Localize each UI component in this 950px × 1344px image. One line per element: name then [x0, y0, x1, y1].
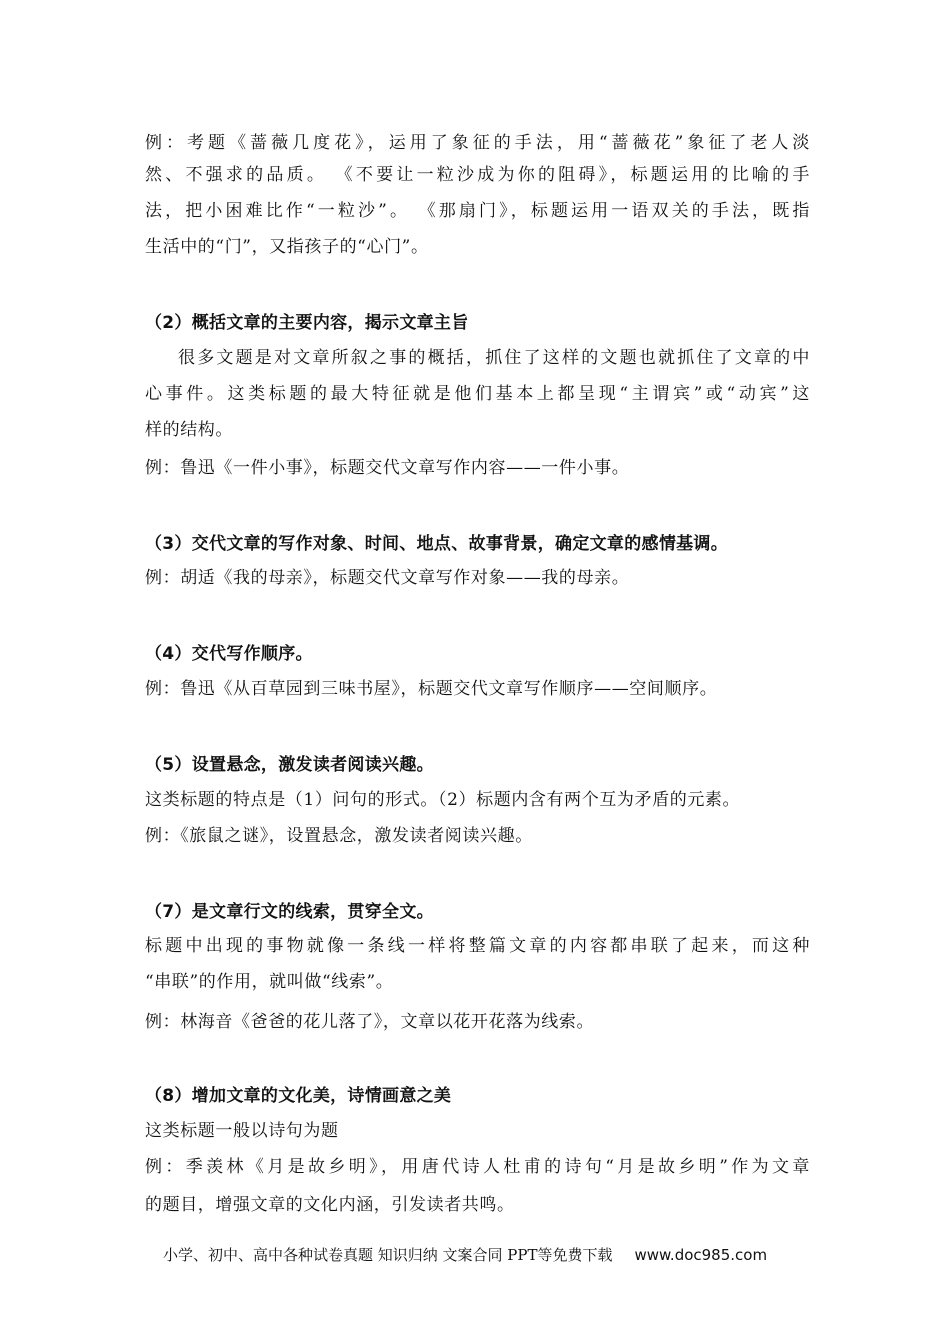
section-heading: （8）增加文章的文化美，诗情画意之美 — [145, 1086, 452, 1106]
section-heading: （2）概括文章的主要内容，揭示文章主旨 — [145, 313, 469, 333]
footer-url-link[interactable]: www.doc985.com — [634, 1246, 768, 1264]
paragraph-line: 这类标题的特点是（1）问句的形式。（2）标题内含有两个互为矛盾的元素。 — [145, 790, 741, 810]
footer-text: 小学、初中、高中各种试卷真题 知识归纳 文案合同 PPT等免费下载 — [163, 1246, 613, 1264]
paragraph-line: 标题中出现的事物就像一条线一样将整篇文章的内容都串联了起来，而这种 — [145, 936, 810, 956]
paragraph-line: 的题目，增强文章的文化内涵，引发读者共鸣。 — [145, 1195, 515, 1215]
paragraph-line: 然、不强求的品质。 《不要让一粒沙成为你的阻碍》，标题运用的比喻的手 — [145, 165, 810, 185]
paragraph-line: 这类标题一般以诗句为题 — [145, 1121, 339, 1141]
page-footer — [163, 1244, 803, 1266]
paragraph-line: 例：《旅鼠之谜》，设置悬念，激发读者阅读兴趣。 — [145, 826, 533, 846]
section-heading: （5）设置悬念，激发读者阅读兴趣。 — [145, 755, 434, 775]
paragraph-line: 心事件。这类标题的最大特征就是他们基本上都呈现“主谓宾”或“动宾”这 — [145, 384, 810, 404]
paragraph-line: 例：林海音《爸爸的花儿落了》，文章以花开花落为线索。 — [145, 1012, 595, 1032]
paragraph-line: 例：胡适《我的母亲》，标题交代文章写作对象——我的母亲。 — [145, 568, 630, 588]
paragraph-line: 例：季羡林《月是故乡明》，用唐代诗人杜甫的诗句“月是故乡明”作为文章 — [145, 1157, 810, 1177]
paragraph-line: 例：鲁迅《一件小事》，标题交代文章写作内容——一件小事。 — [145, 458, 630, 478]
paragraph-line: 法，把小困难比作“一粒沙”。 《那扇门》，标题运用一语双关的手法，既指 — [145, 201, 810, 221]
paragraph-line: 例：鲁迅《从百草园到三味书屋》，标题交代文章写作顺序——空间顺序。 — [145, 679, 718, 699]
section-heading: （4）交代写作顺序。 — [145, 644, 313, 664]
paragraph-line: 例：考题《蔷薇几度花》，运用了象征的手法，用“蔷薇花”象征了老人淡 — [145, 133, 810, 153]
paragraph-line: 很多文题是对文章所叙之事的概括，抓住了这样的文题也就抓住了文章的中 — [178, 348, 810, 368]
section-heading: （3）交代文章的写作对象、时间、地点、故事背景，确定文章的感情基调。 — [145, 534, 729, 554]
paragraph-line: “串联”的作用，就叫做“线索”。 — [145, 972, 394, 992]
paragraph-line: 样的结构。 — [145, 420, 233, 440]
section-heading: （7）是文章行文的线索，贯穿全文。 — [145, 902, 434, 922]
paragraph-line: 生活中的“门”，又指孩子的“心门”。 — [145, 237, 429, 257]
